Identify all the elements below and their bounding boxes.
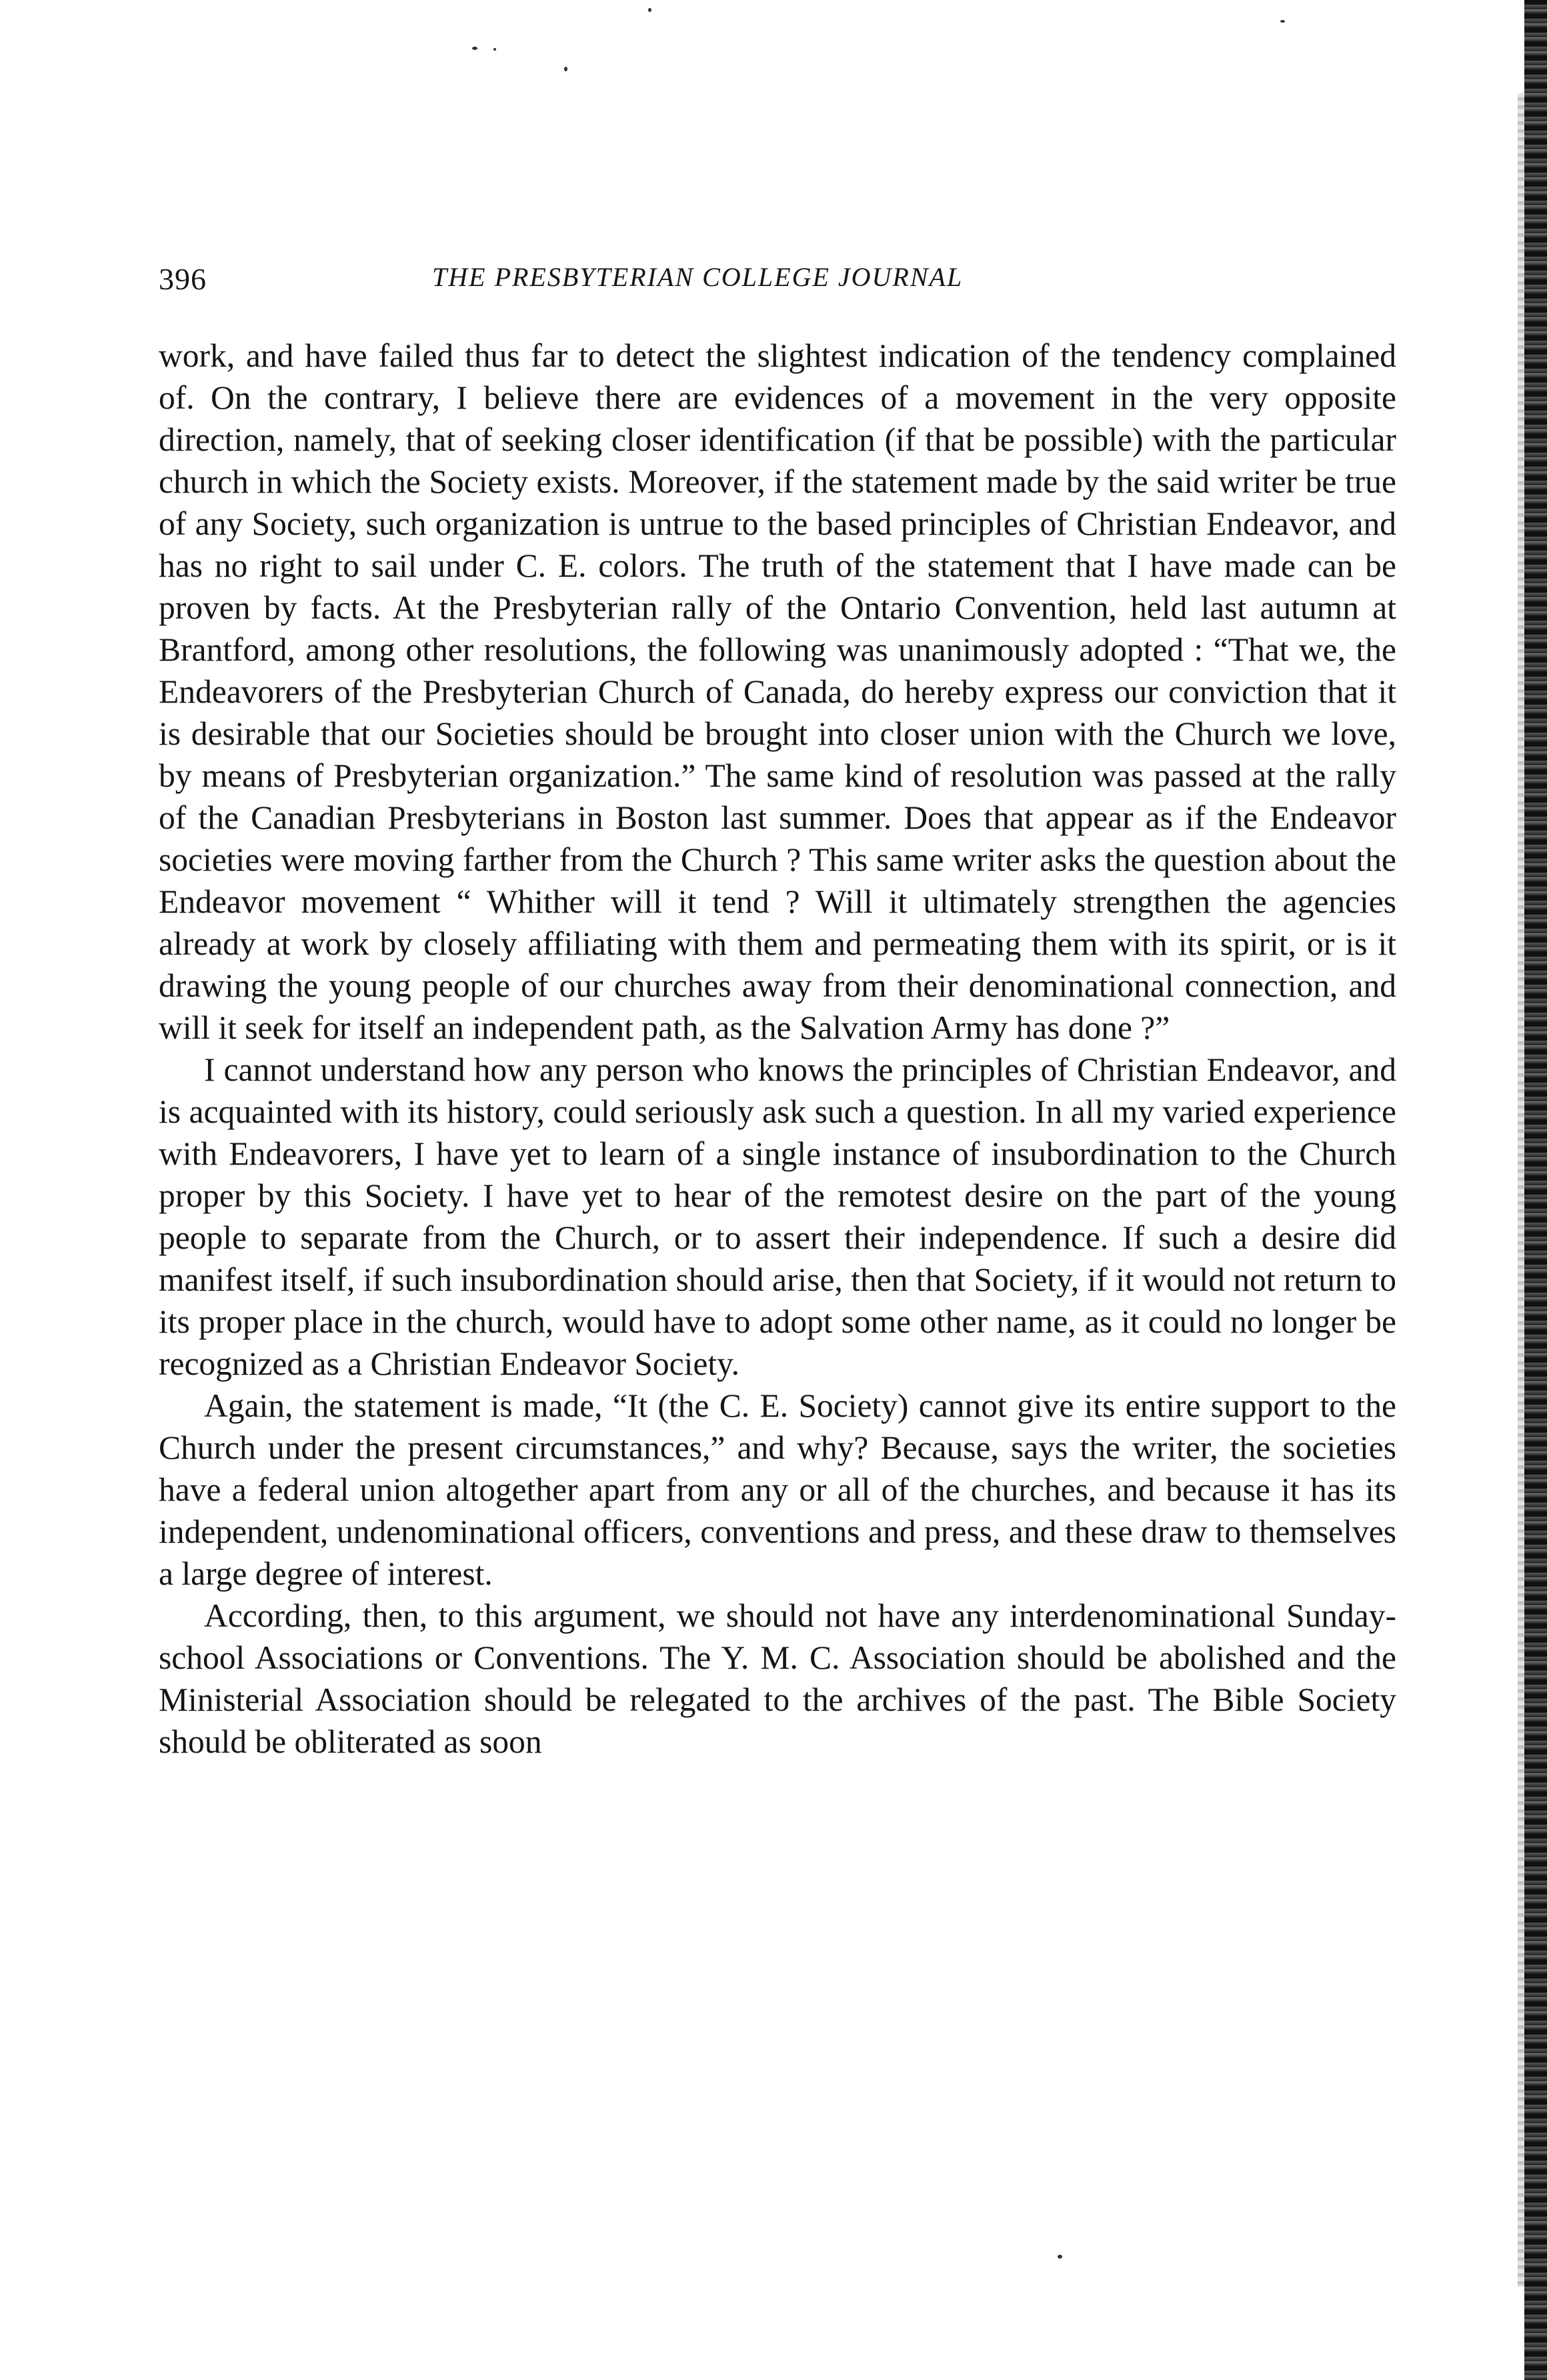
scan-speck [564, 67, 567, 71]
page-header [159, 261, 1396, 308]
scan-speck [1280, 20, 1285, 23]
scan-speck [648, 8, 651, 12]
scan-speck [493, 48, 496, 51]
paragraph-4: According, then, to this argument, we should not have any interdenominational Sunday-school Associations or Conventions. The Y. M. C. Association should be abolished and the Ministerial Association should be relegated to the archives of the past. The Bible Society should be obliterated as soon [159, 1597, 1396, 1760]
article-body [159, 335, 1396, 1763]
page-binding-edge [1524, 0, 1547, 2380]
paragraph-1: work, and have failed thus far to detect the slightest indication of the tendency complained of. On the contrary, I believe there are evidences of a movement in the very opposite direction, namely, that of seeking closer identification (if that be possible) with the particular church in which the Society exists. Moreover, if the statement made by the said writer be true of any Society, such organization is untrue to the based principles of Christian Endeavor, and has no right to sail under C. E. colors. The truth of the statement that I have made can be proven by facts. At the Presbyterian rally of the Ontario Convention, held last autumn at Brantford, among other resolutions, the following was unanimously adopted : “That we, the Endeavorers of the Presbyterian Church of Canada, do hereby express our conviction that it is desirable that our Societies should be brought into closer union with the Church we love, by means of Presbyterian organization.” The same kind of resolution was passed at the rally of the Canadian Presbyterians in Boston last summer. Does that appear as if the Endeavor societies were moving farther from the Church ? This same writer asks the question about the Endeavor movement “ Whither will it tend ? Will it ultimately strengthen the agencies already at work by closely affiliating with them and permeating them with its spirit, or is it drawing the young people of our churches away from their denominational connection, and will it seek for itself an independent path, as the Salvation Army has done ?” [159, 337, 1396, 1046]
page-number: 396 [159, 262, 207, 296]
scan-speck [472, 47, 477, 50]
paragraph-2: I cannot understand how any person who knows the principles of Christian Endeavor, and is acquainted with its history, could seriously ask such a question. In all my varied experience with Endeavorers, I have yet to learn of a single instance of insubordination to the Church proper by this Society. I have yet to hear of the remotest desire on the part of the young people to separate from the Church, or to assert their independence. If such a desire did manifest itself, if such insubordination should arise, then that Society, if it would not return to its proper place in the church, would have to adopt some other name, as it could no longer be recognized as a Christian Endeavor Society. [159, 1051, 1396, 1382]
page-binding-shadow [1518, 93, 1524, 2287]
paragraph-3: Again, the statement is made, “It (the C. E. Society) cannot give its entire support to the Church under the present circumstances,” and why? Because, says the writer, the societies have a federal union altogether apart from any or all of the churches, and because it has its independent, undenominational officers, conventions and press, and these draw to themselves a large degree of interest. [159, 1387, 1396, 1592]
scan-speck [1058, 2255, 1062, 2259]
running-title: THE PRESBYTERIAN COLLEGE JOURNAL [432, 262, 964, 292]
